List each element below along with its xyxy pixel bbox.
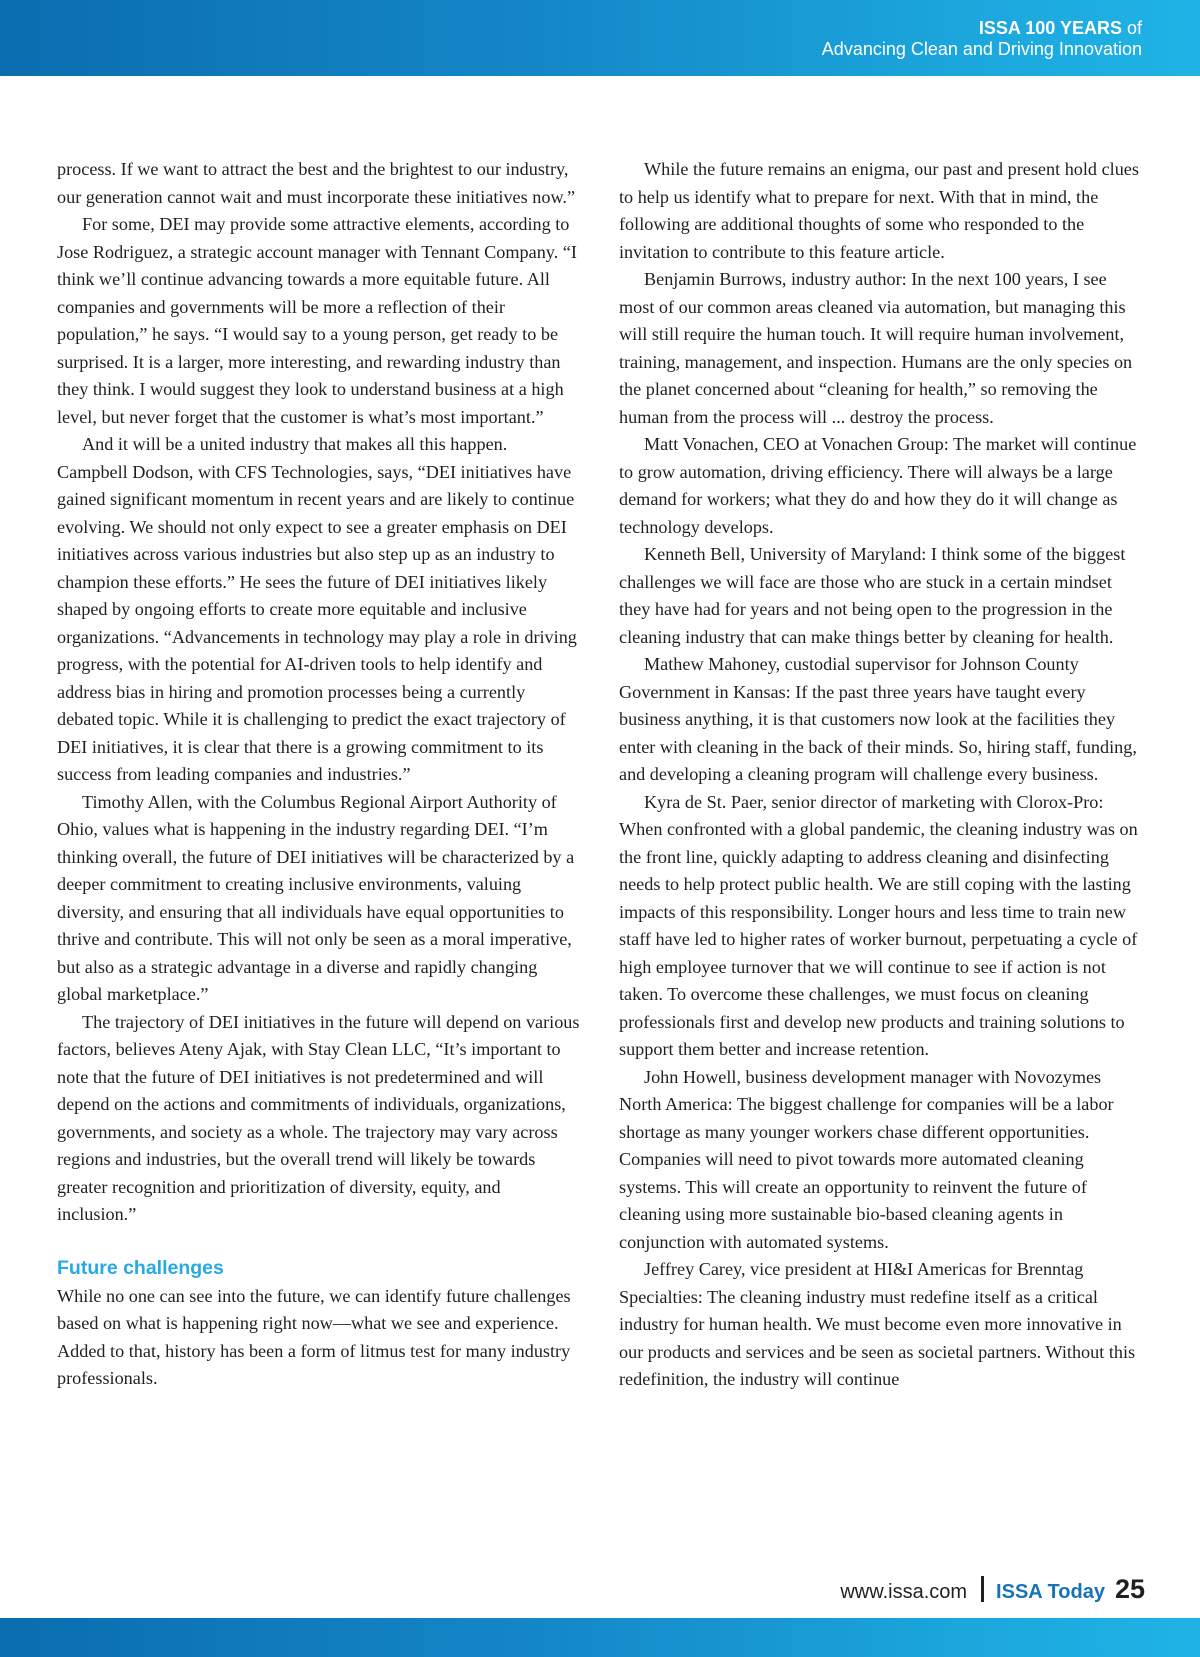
paragraph: For some, DEI may provide some attractive elements, according to Jose Rodriguez, a strategic account manager with Tennant Company. “I think we’ll continue advancing towards a more equitable future. All companies and governments will be more a reflection of their population,” he says. “I would say to a young person, get ready to be surprised. It is a larger, more interesting, and rewarding industry than they think. I would suggest they look to understand business at a high level, but never forget that the customer is what’s most important.” bbox=[57, 214, 577, 427]
paragraph: Jeffrey Carey, vice president at HI&I Americas for Brenntag Specialties: The cleaning industry must redefine itself as a critical industry for human health. We must become even more innovative in our products and services and be seen as societal partners. Without this redefinition, the industry will continue bbox=[619, 1259, 1136, 1389]
paragraph: Kyra de St. Paer, senior director of marketing with Clorox-Pro: When confronted with a global pandemic, the cleaning industry was on the front line, quickly adapting to address cleaning and disinfecting needs to help protect public health. We are still coping with the lasting impacts of this responsibility. Longer hours and less time to train new staff have led to higher rates of worker burnout, perpetuating a cycle of high employee turnover that we will continue to see if action is not taken. To overcome these challenges, we must focus on cleaning professionals first and develop new products and training solutions to support them better and increase retention. bbox=[619, 791, 1138, 1059]
header-branding bbox=[822, 18, 1142, 60]
page-number: 25 bbox=[1114, 1574, 1145, 1604]
header-title bbox=[822, 18, 1142, 39]
paragraph: Matt Vonachen, CEO at Vonachen Group: The market will continue to grow automation, driving efficiency. There will always be a large demand for workers; what they do and how they do it will change as technology develops. bbox=[619, 434, 1137, 537]
paragraph: Benjamin Burrows, industry author: In the next 100 years, I see most of our common areas cleaned via automation, but managing this will still require the human touch. It will require human involvement, training, management, and inspection. Humans are the only species on the planet concerned about “cleaning for health,” so removing the human from the process will ... destroy the process. bbox=[619, 269, 1133, 427]
paragraph: process. If we want to attract the best and the brightest to our industry, our generation cannot wait and must incorporate these initiatives now.” bbox=[57, 159, 576, 207]
article-column-right bbox=[619, 156, 1144, 1394]
article-column-left bbox=[57, 156, 582, 1393]
footer-divider bbox=[981, 1576, 984, 1602]
page-footer bbox=[840, 1572, 1145, 1605]
footer-banner bbox=[0, 1618, 1200, 1657]
footer-magazine-name: ISSA Today bbox=[996, 1581, 1105, 1603]
header-brand-strong: ISSA 100 YEARS bbox=[978, 18, 1122, 38]
paragraph: And it will be a united industry that makes all this happen. Campbell Dodson, with CFS Technologies, says, “DEI initiatives have gained significant momentum in recent years and are likely to continue evolving. We should not only expect to see a greater emphasis on DEI initiatives across various industries but also step up as an industry to champion these efforts.” He sees the future of DEI initiatives likely shaped by ongoing efforts to create more equitable and inclusive organizations. “Advancements in technology may play a role in driving progress, with the potential for AI-driven tools to help identify and address bias in hiring and promotion processes being a currently debated topic. While it is challenging to predict the exact trajectory of DEI initiatives, it is clear that there is a growing commitment to its success from leading companies and industries.” bbox=[57, 434, 577, 784]
footer-website-link[interactable]: www.issa.com bbox=[840, 1581, 968, 1603]
paragraph: John Howell, business development manager with Novozymes North America: The biggest challenge for companies will be a labor shortage as many younger workers chase different opportunities. Companies will need to pivot towards more automated cleaning systems. This will create an opportunity to reinvent the future of cleaning using more sustainable bio-based cleaning agents in conjunction with automated systems. bbox=[619, 1066, 1114, 1252]
paragraph: The trajectory of DEI initiatives in the future will depend on various factors, believes Ateny Ajak, with Stay Clean LLC, “It’s important to note that the future of DEI initiatives is not predetermined and will depend on the actions and commitments of individuals, organizations, governments, and society as a whole. The trajectory may vary across regions and industries, but the overall trend will likely be towards greater recognition and prioritization of diversity, equity, and inclusion.” bbox=[57, 1011, 580, 1224]
paragraph: While no one can see into the future, we can identify future challenges based on what is happening right now—what we see and experience. Added to that, history has been a form of litmus test for many industry professionals. bbox=[57, 1285, 571, 1388]
paragraph: Mathew Mahoney, custodial supervisor for Johnson County Government in Kansas: If the past three years have taught every business anything, it is that customers now look at the facilities they enter with cleaning in the back of their minds. So, hiring staff, funding, and developing a cleaning program will challenge every business. bbox=[619, 654, 1137, 784]
header-tagline: Advancing Clean and Driving Innovation bbox=[821, 39, 1142, 59]
paragraph: Timothy Allen, with the Columbus Regional Airport Authority of Ohio, values what is happening in the industry regarding DEI. “I’m thinking overall, the future of DEI initiatives will be characterized by a deeper commitment to creating inclusive environments, valuing diversity, and ensuring that all individuals have equal opportunities to thrive and contribute. This will not only be seen as a moral imperative, but also as a strategic advantage in a diverse and rapidly changing global marketplace.” bbox=[57, 791, 575, 1004]
header-brand-rest: of bbox=[1126, 18, 1142, 38]
paragraph: Kenneth Bell, University of Maryland: I think some of the biggest challenges we will face are those who are stuck in a certain mindset they have had for years and not being open to the progression in the cleaning industry that can make things better by cleaning for health. bbox=[619, 544, 1126, 647]
section-heading-future-challenges: Future challenges bbox=[57, 1256, 224, 1279]
paragraph: While the future remains an enigma, our past and present hold clues to help us identify what to prepare for next. With that in mind, the following are additional thoughts of some who responded to the invitation to contribute to this feature article. bbox=[619, 159, 1139, 262]
